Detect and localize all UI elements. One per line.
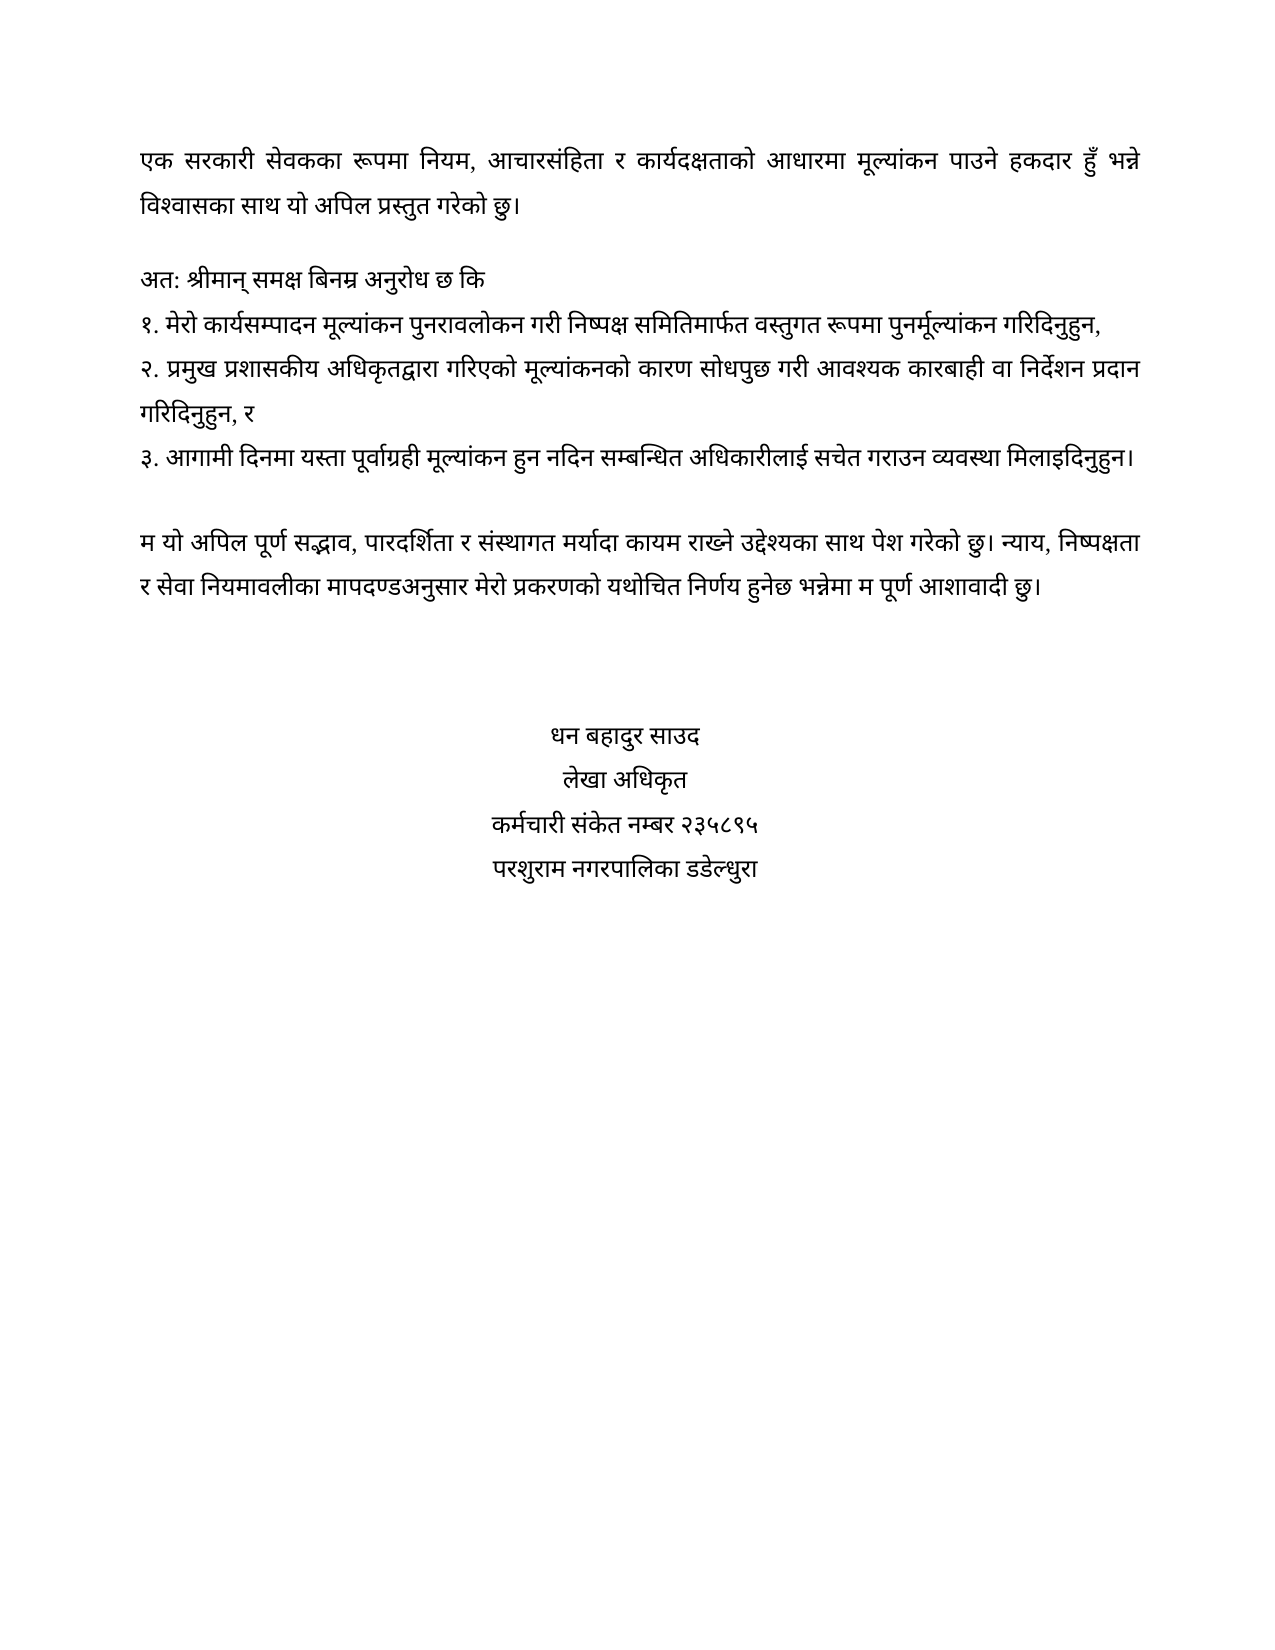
request-heading: अत: श्रीमान् समक्ष बिनम्र अनुरोध छ कि (140, 267, 485, 294)
request-block (140, 259, 1140, 482)
request-item-3: ३. आगामी दिनमा यस्ता पूर्वाग्रही मूल्यांकन हुन नदिन सम्बन्धित अधिकारीलाई सचेत गराउन व्यवस्था मिलाइदिनुहुन। (140, 445, 1135, 472)
signature-block (140, 715, 1140, 893)
intro-paragraph: एक सरकारी सेवकका रूपमा नियम, आचारसंहिता र कार्यदक्षताको आधारमा मूल्यांकन पाउने हकदार हुँ भन्ने विश्वासका साथ यो अपिल प्रस्तुत गरेको छु। (140, 148, 1140, 220)
request-item-1: १. मेरो कार्यसम्पादन मूल्यांकन पुनरावलोकन गरी निष्पक्ष समितिमार्फत वस्तुगत रूपमा पुनर्मूल्यांकन गरिदिनुहुन, (140, 311, 1101, 339)
spacer (140, 482, 1140, 522)
signature-employee-code: कर्मचारी संकेत नम्बर २३५८९५ (491, 811, 759, 839)
signature-post: लेखा अधिकृत (562, 767, 688, 794)
closing-paragraph: म यो अपिल पूर्ण सद्भाव, पारदर्शिता र संस्थागत मर्यादा कायम राख्ने उद्देश्यका साथ पेश गरेको छु। न्याय, निष्पक्षता र सेवा नियमावलीका मापदण्डअनुसार मेरो प्रकरणको यथोचित निर्णय हुनेछ भन्नेमा म पूर्ण आशावादी छु। (140, 529, 1140, 601)
signature-office: परशुराम नगरपालिका डडेल्धुरा (492, 856, 758, 883)
signature-name: धन बहादुर साउद (550, 722, 700, 750)
request-item-2: २. प्रमुख प्रशासकीय अधिकृतद्वारा गरिएको मूल्यांकनको कारण सोधपुछ गरी आवश्यक कारबाही वा निर्देशन प्रदान गरिदिनुहुन, र (140, 356, 1140, 428)
